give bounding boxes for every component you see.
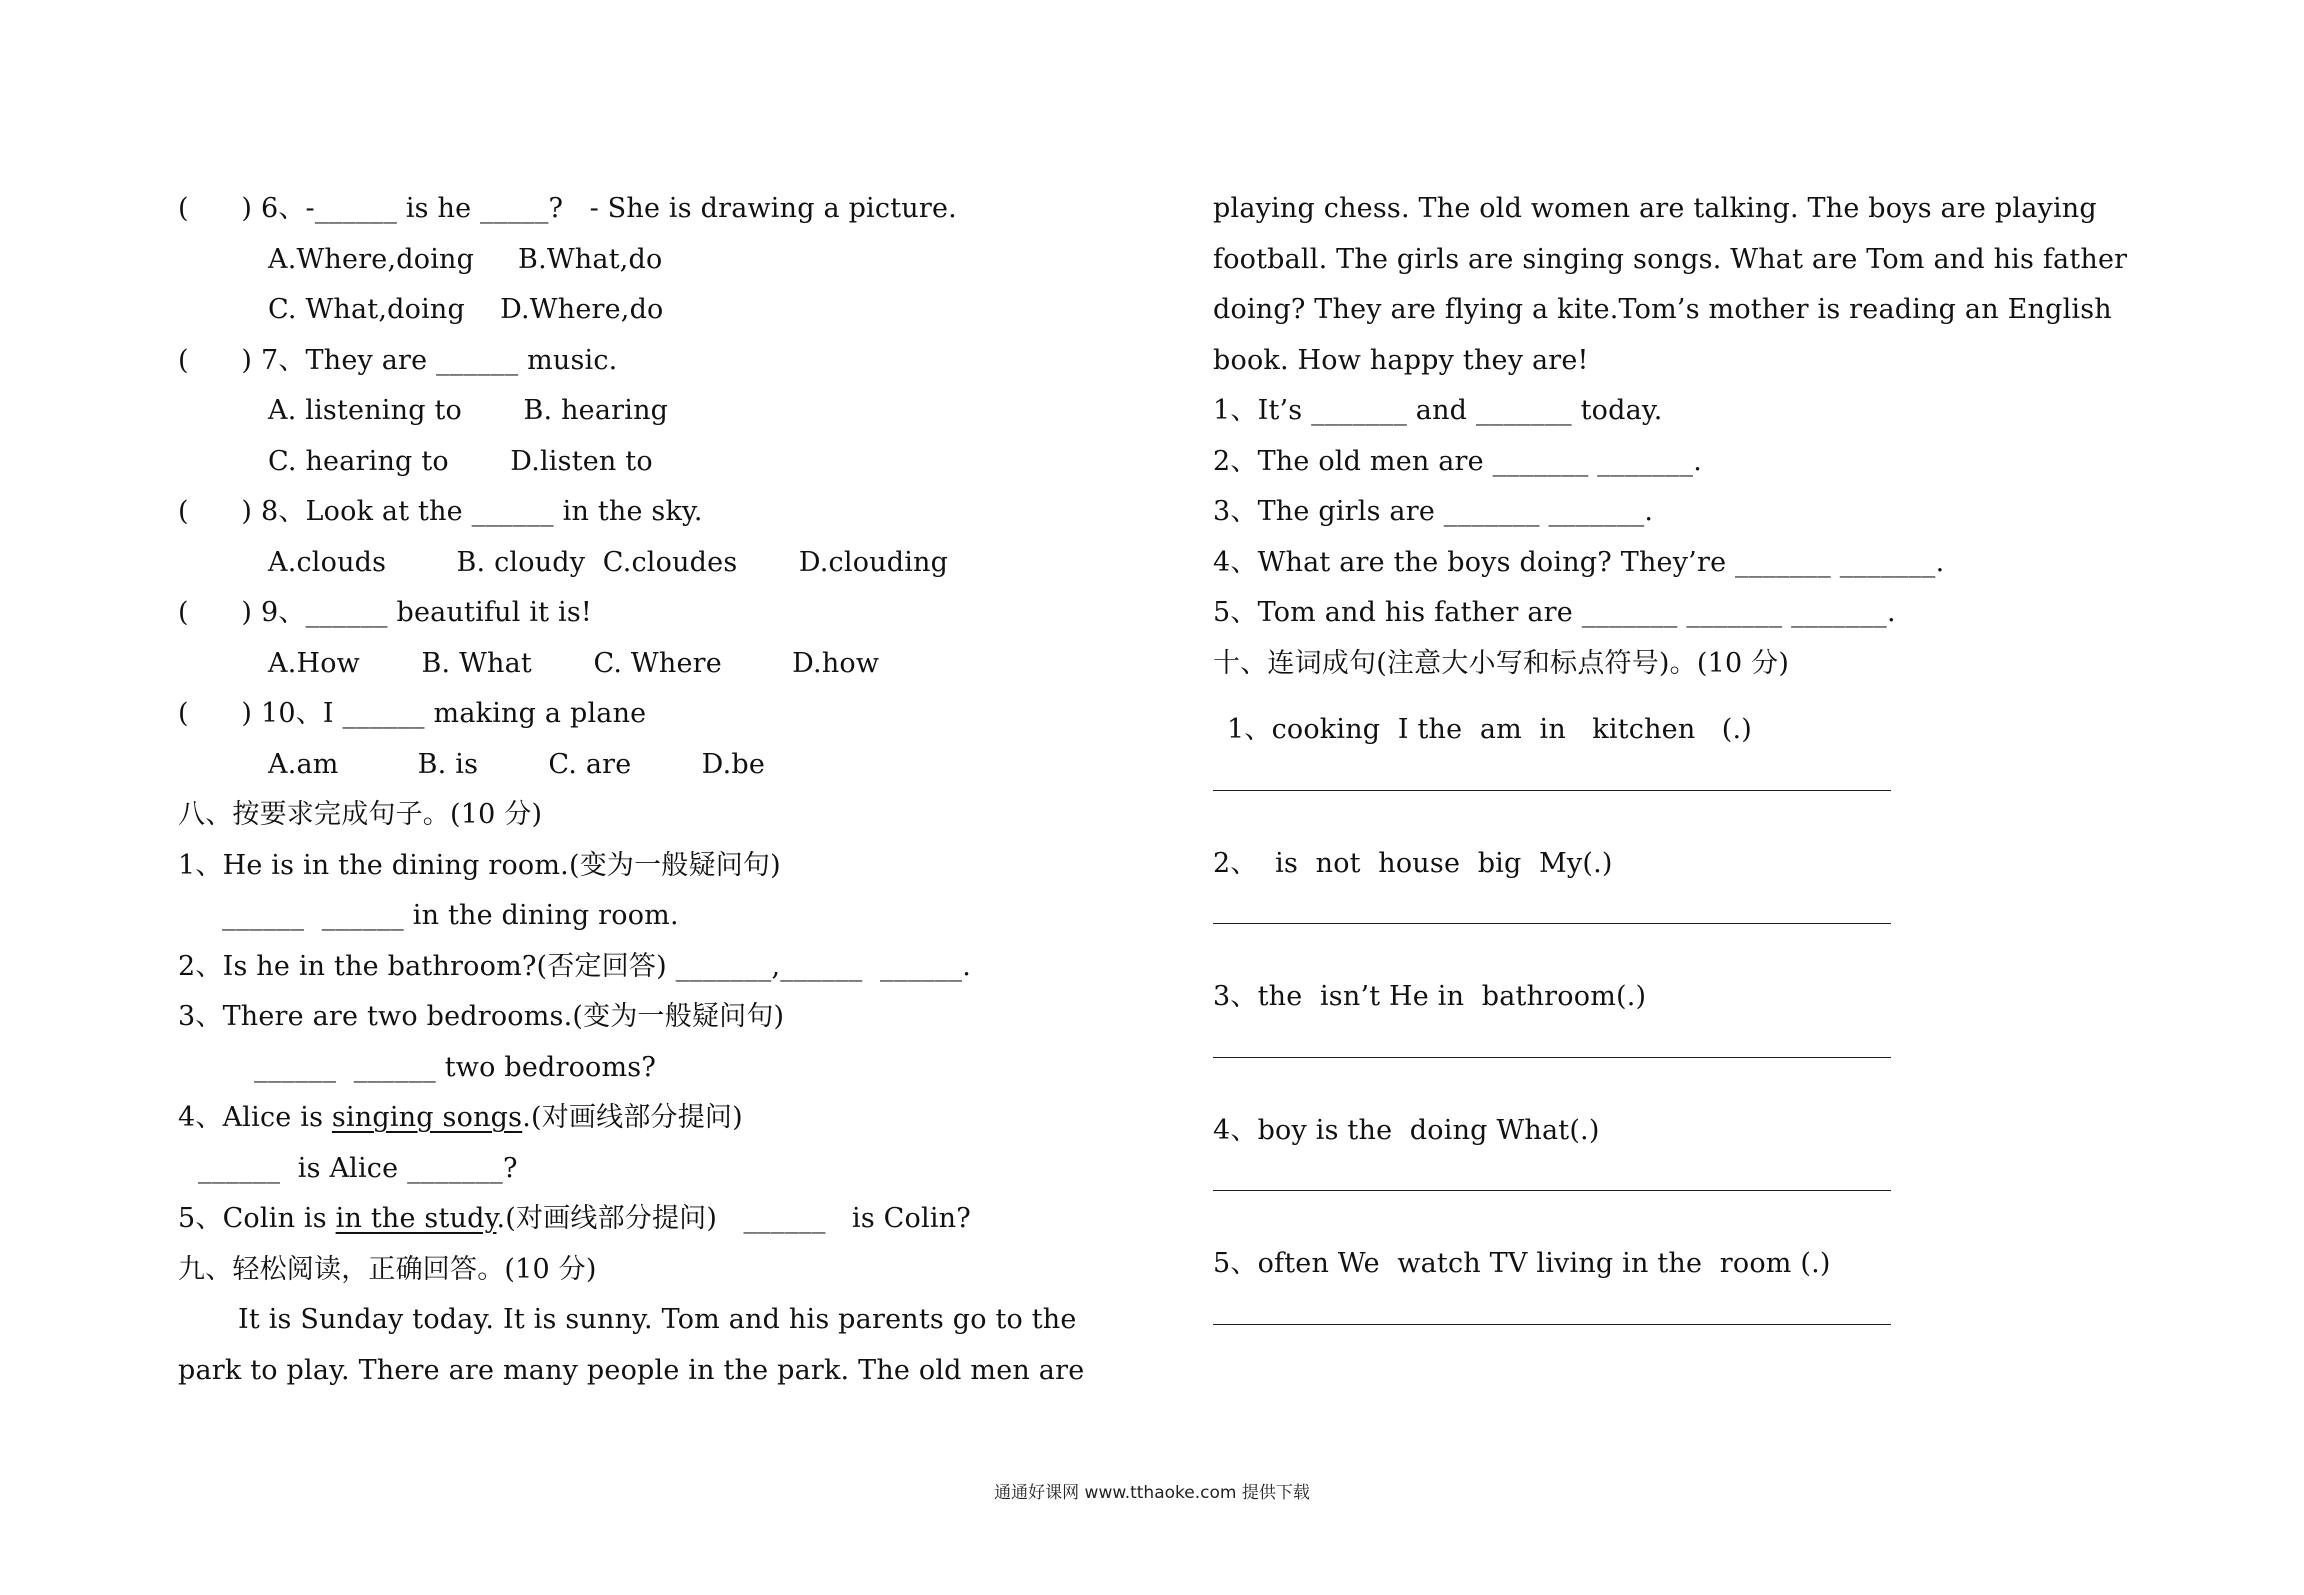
section-8-item-5 [178,1194,1138,1245]
reading-question-2: 2、The old men are _______ _______. [1213,445,1702,477]
section-8-item-3-answer: ______ ______ two bedrooms? [254,1051,657,1083]
section-8-item-4-answer: ______ is Alice _______? [198,1152,518,1184]
left-column [178,184,1138,1396]
section-8-item-1-answer: ______ ______ in the dining room. [222,900,679,931]
answer-line [1213,1324,1891,1325]
word-order-item-1: 1、cooking I the am in kitchen (.) [1227,714,1753,745]
reading-question-4: 4、What are the boys doing? They’re _______ _______. [1213,546,1945,578]
question-10-options: A.am B. is C. are D.be [268,748,766,780]
section-8-item-4 [178,1093,1138,1144]
question-6-options-b: C. What,doing D.Where,do [268,294,664,325]
reading-paragraph-line: football. The girls are singing songs. What are Tom and his father [1213,243,2128,275]
section-8-item-2: 2、Is he in the bathroom?(否定回答) _______,______ ______. [178,950,972,982]
question-8: ( ) 8、Look at the ______ in the sky. [178,496,703,527]
section-10-title: 十、连词成句(注意大小写和标点符号)。(10 分) [1213,647,1790,679]
reading-paragraph-line: It is Sunday today. It is sunny. Tom and his parents go to the [238,1304,1077,1335]
answer-line [1213,1190,1891,1191]
reading-question-3: 3、The girls are _______ _______. [1213,496,1654,527]
section-8-item-5-prefix: 5、Colin is [178,1203,336,1234]
reading-paragraph-line: doing? They are flying a kite.Tom’s mother is reading an English [1213,294,2112,325]
section-8-item-1: 1、He is in the dining room.(变为一般疑问句) [178,849,781,881]
section-8-item-4-suffix: .(对画线部分提问) [522,1102,743,1133]
word-order-item-5: 5、often We watch TV living in the room (.) [1213,1248,1831,1279]
section-8-item-4-prefix: 4、Alice is [178,1102,332,1133]
section-8-item-3: 3、There are two bedrooms.(变为一般疑问句) [178,1001,785,1032]
word-order-item-2: 2、 is not house big My(.) [1213,847,1613,879]
word-order-item-4: 4、boy is the doing What(.) [1213,1114,1600,1146]
reading-paragraph-line: park to play. There are many people in the park. The old men are [178,1354,1085,1386]
reading-paragraph-line: playing chess. The old women are talking. The boys are playing [1213,193,2097,224]
right-column [1213,184,2173,1373]
reading-paragraph-line: book. How happy they are! [1213,344,1589,376]
question-6-options-a: A.Where,doing B.What,do [268,243,663,275]
question-9-options: A.How B. What C. Where D.how [268,647,880,679]
word-order-item-3: 3、the isn’t He in bathroom(.) [1213,981,1647,1012]
question-7-options-b: C. hearing to D.listen to [268,445,653,477]
section-8-item-5-suffix: .(对画线部分提问) ______ is Colin? [496,1203,971,1234]
reading-question-5: 5、Tom and his father are _______ _______ _______. [1213,597,1896,628]
answer-line [1213,1057,1891,1058]
question-7-options-a: A. listening to B. hearing [268,395,669,426]
page-footer: 通通好课网 www.tthaoke.com 提供下载 [994,1483,1310,1503]
spacer [1213,689,2173,705]
question-6: ( ) 6、-______ is he _____? - She is drawing a picture. [178,193,957,224]
underlined-phrase: in the study [335,1203,497,1234]
question-9: ( ) 9、______ beautiful it is! [178,597,592,628]
underlined-phrase: singing songs [331,1102,523,1133]
section-9-title: 九、轻松阅读，正确回答。(10 分) [178,1253,597,1285]
reading-question-1: 1、It’s _______ and _______ today. [1213,395,1663,426]
answer-line [1213,790,1891,791]
section-8-title: 八、按要求完成句子。(10 分) [178,799,543,830]
question-7: ( ) 7、They are ______ music. [178,344,618,376]
question-10: ( ) 10、I ______ making a plane [178,698,647,729]
question-8-options: A.clouds B. cloudy C.cloudes D.clouding [268,546,949,578]
answer-line [1213,923,1891,924]
